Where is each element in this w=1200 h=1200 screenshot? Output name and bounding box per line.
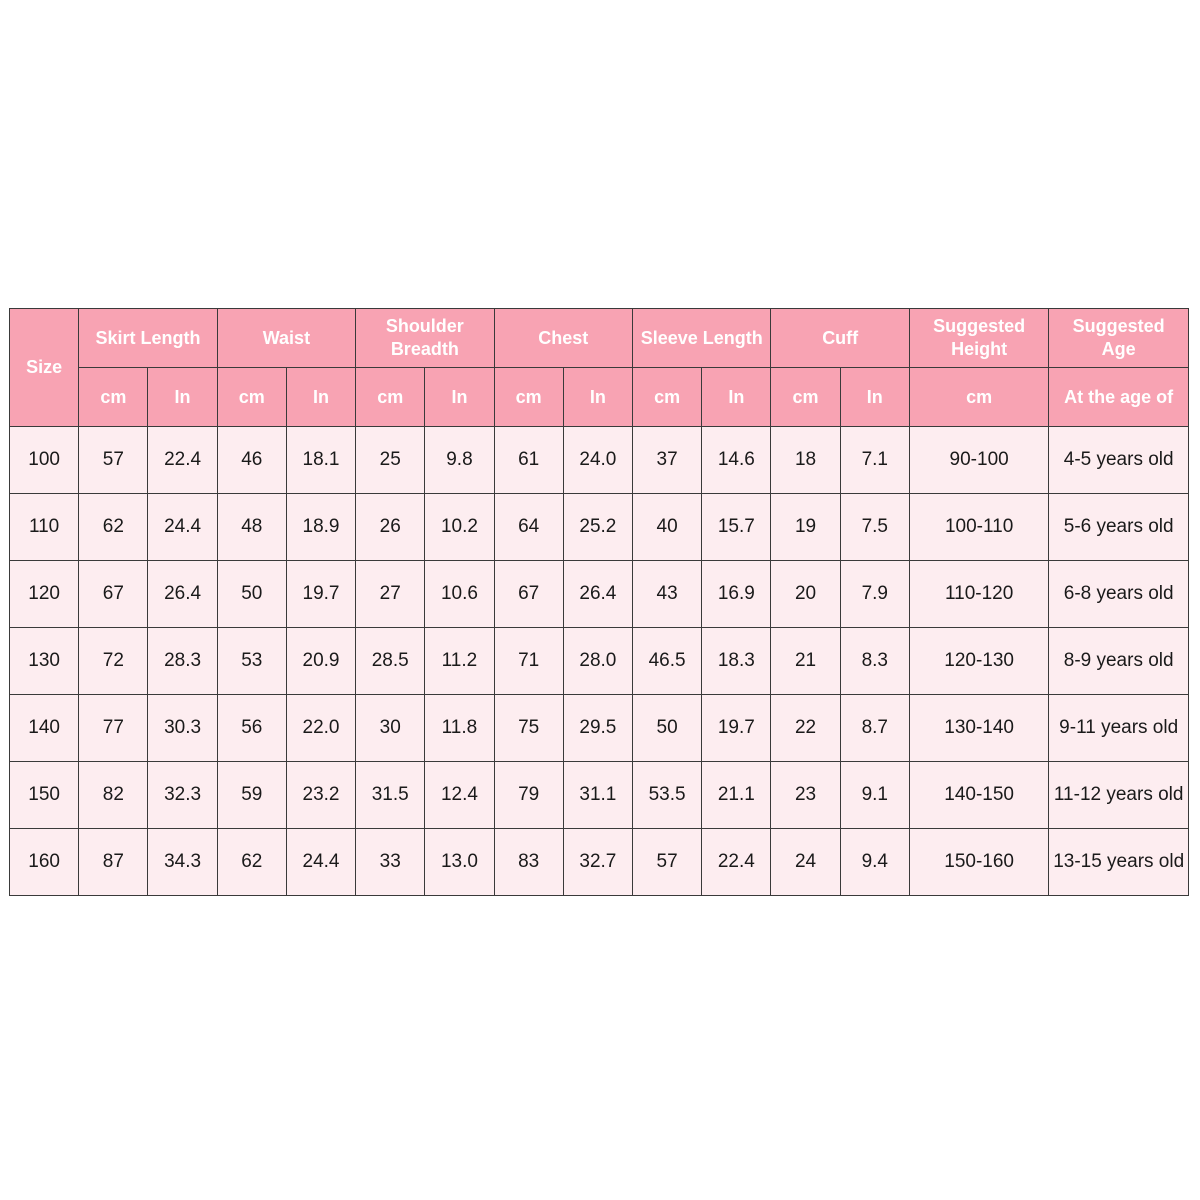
size-cell: 160 (10, 829, 79, 896)
table-cell: 50 (633, 695, 702, 762)
table-cell: 6-8 years old (1049, 561, 1189, 628)
table-cell: 18.9 (286, 494, 355, 561)
unit-header: In (702, 368, 771, 427)
sleeve-length-header (633, 309, 771, 368)
table-cell: 31.1 (563, 762, 632, 829)
unit-header: cm (356, 368, 425, 427)
size-cell: 150 (10, 762, 79, 829)
table-cell: 23.2 (286, 762, 355, 829)
table-cell: 46.5 (633, 628, 702, 695)
table-cell: 37 (633, 427, 702, 494)
suggested-height-label: Suggested Height (933, 316, 1026, 359)
table-cell: 9.4 (840, 829, 909, 896)
table-cell: 28.0 (563, 628, 632, 695)
table-cell: 10.2 (425, 494, 494, 561)
size-cell: 100 (10, 427, 79, 494)
table-cell: 7.5 (840, 494, 909, 561)
table-cell: 26 (356, 494, 425, 561)
shoulder-breadth-label: Shoulder Breadth (385, 316, 464, 359)
table-cell: 11.2 (425, 628, 494, 695)
table-row (10, 427, 1189, 494)
table-cell: 28.5 (356, 628, 425, 695)
unit-header: cm (633, 368, 702, 427)
table-cell: 77 (79, 695, 148, 762)
table-cell: 21.1 (702, 762, 771, 829)
table-cell: 20.9 (286, 628, 355, 695)
table-cell: 9-11 years old (1049, 695, 1189, 762)
unit-header: At the age of (1049, 368, 1189, 427)
size-column-header: Size (10, 309, 79, 427)
table-cell: 25 (356, 427, 425, 494)
size-chart-table (9, 308, 1189, 896)
shoulder-breadth-header (356, 309, 494, 368)
table-cell: 26.4 (148, 561, 217, 628)
table-row (10, 695, 1189, 762)
table-cell: 24.4 (286, 829, 355, 896)
chest-header (494, 309, 632, 368)
table-cell: 27 (356, 561, 425, 628)
table-cell: 4-5 years old (1049, 427, 1189, 494)
waist-header (217, 309, 355, 368)
skirt-length-header (79, 309, 217, 368)
table-cell: 110-120 (909, 561, 1048, 628)
table-cell: 7.1 (840, 427, 909, 494)
table-cell: 24.4 (148, 494, 217, 561)
table-cell: 130-140 (909, 695, 1048, 762)
table-cell: 87 (79, 829, 148, 896)
table-cell: 8.7 (840, 695, 909, 762)
table-cell: 57 (79, 427, 148, 494)
table-cell: 19.7 (702, 695, 771, 762)
size-cell: 120 (10, 561, 79, 628)
cuff-label: Cuff (822, 327, 859, 348)
table-cell: 10.6 (425, 561, 494, 628)
suggested-age-header (1049, 309, 1189, 368)
table-cell: 9.1 (840, 762, 909, 829)
header-unit-row (10, 368, 1189, 427)
table-cell: 50 (217, 561, 286, 628)
table-cell: 140-150 (909, 762, 1048, 829)
table-cell: 83 (494, 829, 563, 896)
table-cell: 57 (633, 829, 702, 896)
table-cell: 18.1 (286, 427, 355, 494)
size-cell: 130 (10, 628, 79, 695)
table-cell: 75 (494, 695, 563, 762)
table-cell: 56 (217, 695, 286, 762)
table-cell: 21 (771, 628, 840, 695)
unit-header: cm (909, 368, 1048, 427)
table-cell: 46 (217, 427, 286, 494)
table-cell: 82 (79, 762, 148, 829)
table-cell: 150-160 (909, 829, 1048, 896)
table-cell: 14.6 (702, 427, 771, 494)
table-cell: 64 (494, 494, 563, 561)
table-cell: 30 (356, 695, 425, 762)
table-cell: 8.3 (840, 628, 909, 695)
table-cell: 22.4 (148, 427, 217, 494)
unit-header: In (286, 368, 355, 427)
table-cell: 13.0 (425, 829, 494, 896)
unit-header: cm (79, 368, 148, 427)
unit-header: In (425, 368, 494, 427)
table-row (10, 628, 1189, 695)
table-cell: 16.9 (702, 561, 771, 628)
table-cell: 22.4 (702, 829, 771, 896)
table-cell: 32.7 (563, 829, 632, 896)
table-cell: 11.8 (425, 695, 494, 762)
table-cell: 30.3 (148, 695, 217, 762)
table-cell: 8-9 years old (1049, 628, 1189, 695)
table-row (10, 561, 1189, 628)
table-body (10, 427, 1189, 896)
table-cell: 22.0 (286, 695, 355, 762)
table-cell: 19 (771, 494, 840, 561)
table-cell: 40 (633, 494, 702, 561)
table-cell: 100-110 (909, 494, 1048, 561)
unit-header: cm (771, 368, 840, 427)
table-cell: 20 (771, 561, 840, 628)
waist-label: Waist (262, 327, 311, 348)
table-cell: 79 (494, 762, 563, 829)
table-cell: 62 (217, 829, 286, 896)
table-cell: 22 (771, 695, 840, 762)
table-cell: 71 (494, 628, 563, 695)
table-row (10, 829, 1189, 896)
table-cell: 90-100 (909, 427, 1048, 494)
table-row (10, 494, 1189, 561)
table-cell: 28.3 (148, 628, 217, 695)
table-cell: 12.4 (425, 762, 494, 829)
table-cell: 29.5 (563, 695, 632, 762)
table-cell: 5-6 years old (1049, 494, 1189, 561)
chest-label: Chest (538, 327, 589, 348)
table-cell: 19.7 (286, 561, 355, 628)
table-cell: 26.4 (563, 561, 632, 628)
table-cell: 59 (217, 762, 286, 829)
table-cell: 24 (771, 829, 840, 896)
table-cell: 32.3 (148, 762, 217, 829)
table-row (10, 762, 1189, 829)
unit-header: In (840, 368, 909, 427)
table-cell: 48 (217, 494, 286, 561)
unit-header: cm (217, 368, 286, 427)
table-header (10, 309, 1189, 427)
table-cell: 34.3 (148, 829, 217, 896)
table-cell: 18 (771, 427, 840, 494)
table-cell: 7.9 (840, 561, 909, 628)
table-cell: 25.2 (563, 494, 632, 561)
unit-header: In (148, 368, 217, 427)
table-cell: 67 (494, 561, 563, 628)
table-cell: 13-15 years old (1049, 829, 1189, 896)
table-cell: 53 (217, 628, 286, 695)
cuff-header (771, 309, 909, 368)
sleeve-length-label: Sleeve Length (640, 327, 763, 348)
table-cell: 18.3 (702, 628, 771, 695)
table-cell: 11-12 years old (1049, 762, 1189, 829)
table-cell: 23 (771, 762, 840, 829)
size-cell: 110 (10, 494, 79, 561)
table-cell: 43 (633, 561, 702, 628)
table-cell: 62 (79, 494, 148, 561)
table-cell: 120-130 (909, 628, 1048, 695)
table-cell: 9.8 (425, 427, 494, 494)
table-cell: 53.5 (633, 762, 702, 829)
skirt-length-label: Skirt Length (95, 327, 201, 348)
table-cell: 24.0 (563, 427, 632, 494)
suggested-height-header (909, 309, 1048, 368)
table-cell: 15.7 (702, 494, 771, 561)
unit-header: cm (494, 368, 563, 427)
unit-header: In (563, 368, 632, 427)
table-cell: 67 (79, 561, 148, 628)
size-cell: 140 (10, 695, 79, 762)
table-cell: 31.5 (356, 762, 425, 829)
table-cell: 72 (79, 628, 148, 695)
suggested-age-label: Suggested Age (1072, 316, 1165, 359)
table-cell: 33 (356, 829, 425, 896)
header-group-row (10, 309, 1189, 368)
table-cell: 61 (494, 427, 563, 494)
